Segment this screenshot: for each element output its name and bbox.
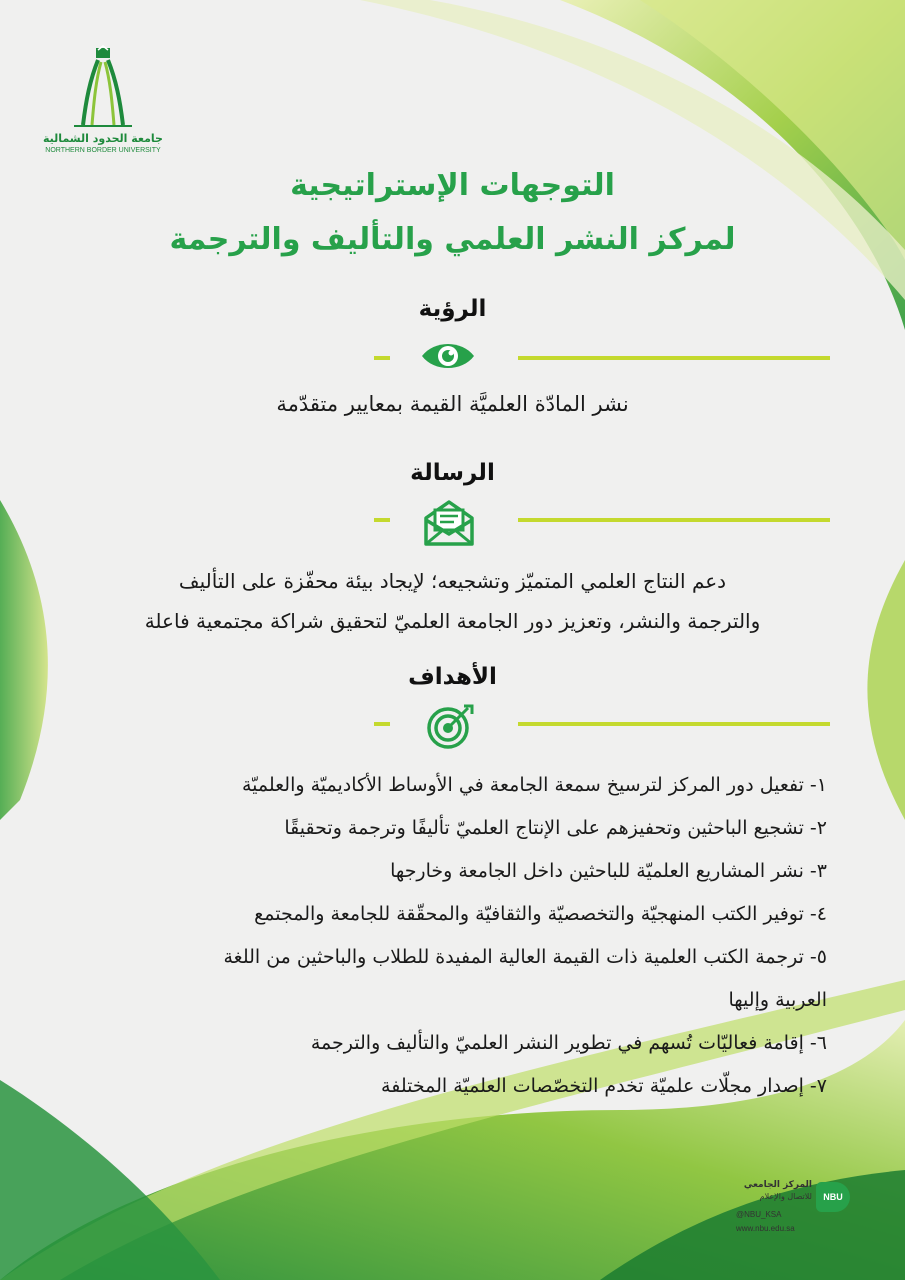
goal-item-5: ٥- ترجمة الكتب العلمية ذات القيمة العالية المفيدة للطلاب والباحثين من اللغة xyxy=(223,946,827,968)
website-link[interactable]: www.nbu.edu.sa xyxy=(736,1224,795,1233)
mission-heading: الرسالة xyxy=(410,460,495,486)
vision-heading: الرؤية xyxy=(418,296,487,322)
nbu-badge: NBU xyxy=(816,1182,850,1212)
goals-list xyxy=(67,764,827,1108)
mission-text-line1: دعم النتاج العلمي المتميّز وتشجيعه؛ لإيجاد بيئة محفّزة على التأليف xyxy=(178,569,727,593)
goal-item-2: ٢- تشجيع الباحثين وتحفيزهم على الإنتاج العلميّ تأليفًا وترجمة وتحقيقًا xyxy=(284,817,827,839)
target-icon xyxy=(426,702,476,750)
envelope-icon xyxy=(422,498,476,548)
mission-divider-short xyxy=(374,518,390,522)
media-center-name-line2: للاتصال والإعلام xyxy=(759,1192,812,1201)
page-title-line2: لمركز النشر العلمي والتأليف والترجمة xyxy=(169,222,736,257)
goal-item-3: ٣- نشر المشاريع العلميّة للباحثين داخل الجامعة وخارجها xyxy=(390,860,827,882)
goal-item-4: ٤- توفير الكتب المنهجيّة والتخصصيّة والثقافيّة والمحقّقة للجامعة والمجتمع xyxy=(254,903,827,925)
logo-name-arabic: جامعة الحدود الشمالية xyxy=(43,132,163,145)
eye-icon xyxy=(420,336,476,376)
media-center-name-line1: المركز الجامعي xyxy=(743,1180,812,1190)
goals-divider-long xyxy=(518,722,830,726)
mission-divider-long xyxy=(518,518,830,522)
goal-item-7: ٧- إصدار مجلّات علميّة تخدم التخصّصات العلميّة المختلفة xyxy=(381,1075,827,1097)
social-handle: @NBU_KSA xyxy=(736,1210,782,1219)
goals-divider-short xyxy=(374,722,390,726)
vision-text: نشر المادّة العلميَّة القيمة بمعايير متقدّمة xyxy=(276,392,629,416)
page-title-line1: التوجهات الإستراتيجية xyxy=(290,168,615,203)
goal-item-1: ١- تفعيل دور المركز لترسيخ سمعة الجامعة في الأوساط الأكاديميّة والعلميّة xyxy=(241,774,827,796)
university-logo xyxy=(38,40,168,160)
goal-item-6: ٦- إقامة فعاليّات تُسهم في تطوير النشر العلميّ والتأليف والترجمة xyxy=(310,1032,827,1054)
goals-heading: الأهداف xyxy=(408,664,497,690)
vision-divider-long xyxy=(518,356,830,360)
vision-divider-short xyxy=(374,356,390,360)
mission-text-line2: والترجمة والنشر، وتعزيز دور الجامعة العلميّ لتحقيق شراكة مجتمعية فاعلة xyxy=(144,609,761,633)
goal-item-5-continuation: العربية وإليها xyxy=(728,989,827,1011)
logo-name-english: NORTHERN BORDER UNIVERSITY xyxy=(45,147,161,154)
footer-media-center xyxy=(736,1174,876,1254)
university-emblem-icon xyxy=(38,40,168,130)
